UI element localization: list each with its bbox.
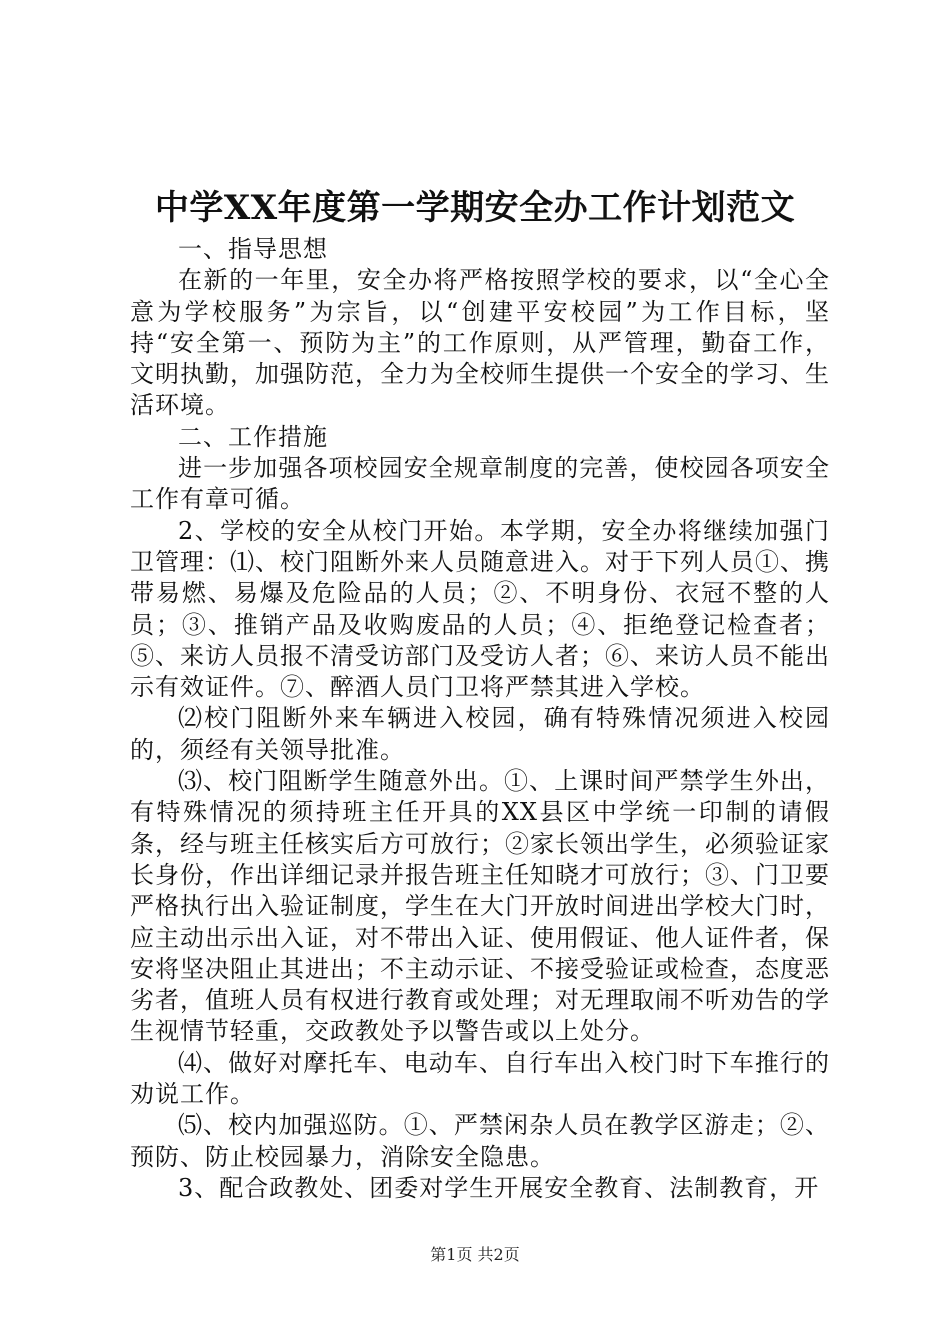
paragraph: ⑸、校内加强巡防。①、严禁闲杂人员在教学区游走；②、预防、防止校园暴力，消除安全隐患。 <box>130 1111 830 1171</box>
paragraph: 3、配合政教处、团委对学生开展安全教育、法制教育，开 <box>178 1173 820 1202</box>
paragraph: 进一步加强各项校园安全规章制度的完善，使校园各项安全工作有章可循。 <box>130 454 830 514</box>
paragraph: ⑶、校门阻断学生随意外出。①、上课时间严禁学生外出，有特殊情况的须持班主任开具的XX县区中学统一印制的请假条，经与班主任核实后方可放行；②家长领出学生，必须验证家长身份，作出详细记录并报告班主任知晓才可放行；③、门卫要严格执行出入验证制度，学生在大门开放时间进出学校大门时，应主动出示出入证，对不带出入证、使用假证、他人证件者，保安将坚决阻止其进出；不主动示证、不接受验证或检查，态度恶劣者，值班人员有权进行教育或处理；对无理取闹不听劝告的学生视情节轻重，交政教处予以警告或以上处分。 <box>130 767 830 1046</box>
document-body <box>130 234 830 1204</box>
paragraph: 2、学校的安全从校门开始。本学期，安全办将继续加强门卫管理：⑴、校门阻断外来人员随意进入。对于下列人员①、携带易燃、易爆及危险品的人员；②、不明身份、衣冠不整的人员；③、推销产品及收购废品的人员；④、拒绝登记检查者；⑤、来访人员报不清受访部门及受访人者；⑥、来访人员不能出示有效证件。⑦、醉酒人员门卫将严禁其进入学校。 <box>130 516 830 702</box>
document-title: 中学XX年度第一学期安全办工作计划范文 <box>154 188 796 228</box>
paragraph: ⑷、做好对摩托车、电动车、自行车出入校门时下车推行的劝说工作。 <box>130 1048 830 1109</box>
paragraph: 在新的一年里，安全办将严格按照学校的要求，以“全心全意为学校服务”为宗旨，以“创建平安校园”为工作目标，坚持“安全第一、预防为主”的工作原则，从严管理，勤奋工作，文明执勤，加强防范，全力为全校师生提供一个安全的学习、生活环境。 <box>130 266 830 420</box>
page-footer: 第1页 共2页 <box>430 1245 520 1264</box>
paragraph: ⑵校门阻断外来车辆进入校园，确有特殊情况须进入校园的，须经有关领导批准。 <box>130 704 830 764</box>
section-heading-guiding-thought: 一、指导思想 <box>178 235 328 263</box>
section-heading-work-measures: 二、工作措施 <box>178 422 328 451</box>
